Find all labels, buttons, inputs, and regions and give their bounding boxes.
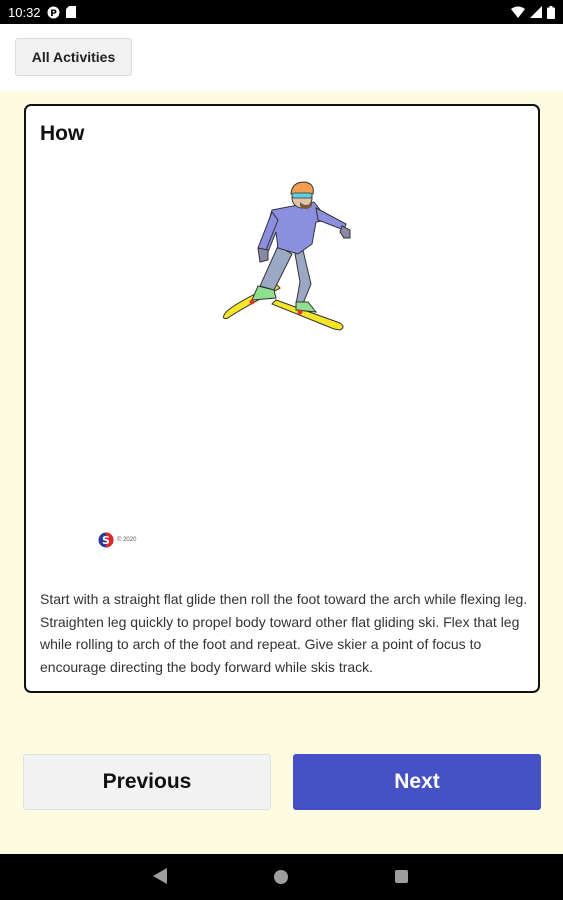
brand-logo — [98, 532, 136, 548]
top-bar — [0, 24, 563, 91]
skier-illustration — [216, 174, 366, 339]
status-bar — [0, 0, 563, 24]
signal-icon — [530, 6, 542, 18]
logo-text: © 2020 — [117, 537, 137, 543]
card-description: Start with a straight flat glide then roll the foot toward the arch while flexing leg. Straighten leg quickly to propel body toward other flat gliding ski. Flex that leg while rolling to arch of the foot and repeat. Give skier a point of focus to encourage directing the body forward while skis track. — [40, 591, 528, 675]
wifi-icon — [511, 6, 525, 18]
status-time: 10:32 — [8, 4, 41, 20]
battery-icon — [547, 6, 555, 19]
previous-button[interactable]: Previous — [23, 754, 271, 810]
svg-text:P: P — [49, 8, 57, 19]
sd-card-icon — [66, 6, 76, 18]
recents-icon[interactable] — [395, 870, 408, 883]
card-title: How — [40, 122, 85, 145]
navigation-bar — [0, 854, 563, 900]
settings-icon — [47, 6, 60, 19]
activity-card — [24, 104, 540, 693]
logo-icon — [98, 532, 114, 548]
svg-text:S: S — [102, 534, 110, 547]
home-icon[interactable] — [274, 870, 288, 884]
next-button[interactable]: Next — [293, 754, 541, 810]
all-activities-button[interactable]: All Activities — [15, 38, 132, 76]
back-icon[interactable] — [153, 868, 167, 884]
